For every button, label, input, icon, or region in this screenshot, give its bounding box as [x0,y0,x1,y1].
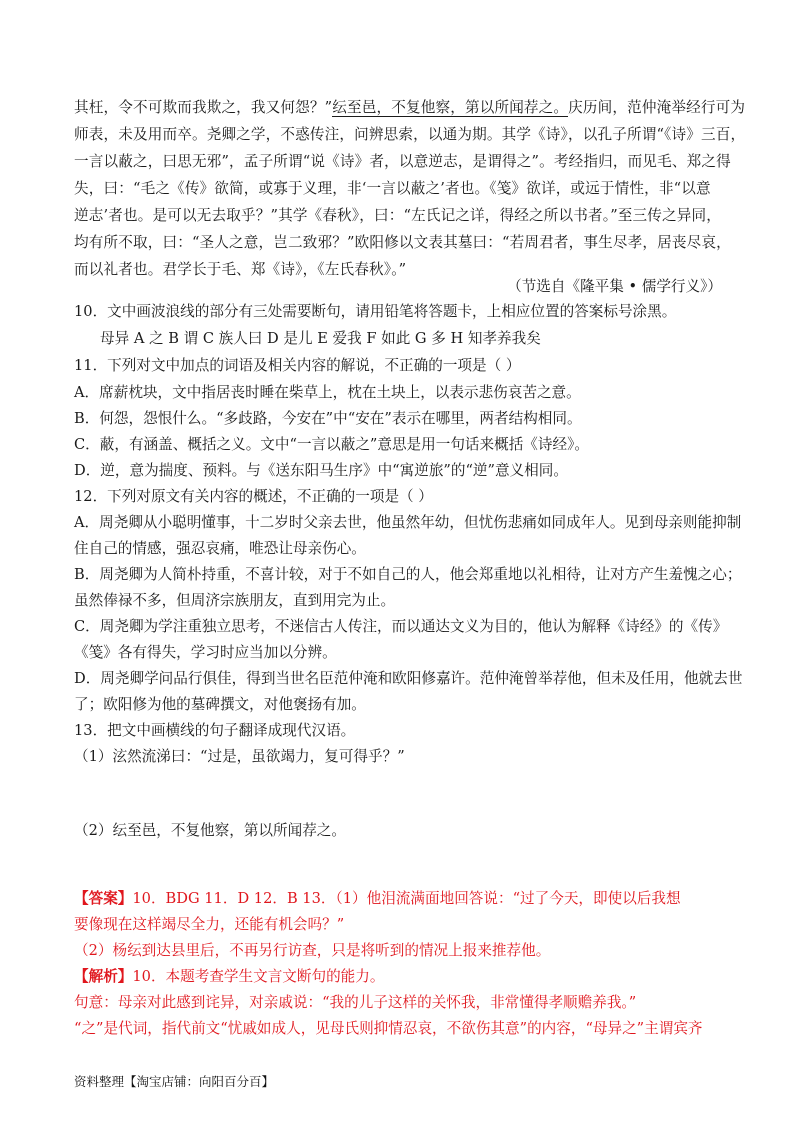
q13-stem: 13．把文中画横线的句子翻译成现代汉语。 [74,722,356,739]
underlined-sentence: 纭至邑，不复他察，第以所闻荐之。 [332,99,569,116]
passage-line-4: 失，曰：“毛之《传》欲简，或寡于义理，非‘一言以蔽之’者也。《笺》欲详，或远于情性，非“以意 [74,180,711,197]
analysis-line-1 [74,967,384,987]
q12-stem: 12．下列对原文有关内容的概述，不正确的一项是（ ） [74,488,433,505]
q12-option-b-cont: 虽然俸禄不多，但周济宗族朋友，直到用完为止。 [74,592,396,609]
analysis-tag: 【解析】 [74,968,133,985]
footer-text: 资料整理【淘宝店铺：向阳百分百】 [74,1074,275,1089]
q13-item-2: （2）纭至邑，不复他察，第以所闻荐之。 [74,822,346,839]
q12-option-a-cont: 住自己的情感，强忍哀痛，唯恐让母亲伤心。 [74,540,366,557]
passage-line-1 [74,98,745,118]
analysis-line-2: 句意：母亲对此感到诧异，对亲戚说：“我的儿子这样的关怀我，非常懂得孝顺赡养我。” [74,994,637,1011]
passage-line-5: 逆志’者也。是可以无去取乎？”其学《春秋》，曰：“左氏记之详，得经之所以书者。”至三传之异同， [74,207,722,224]
analysis-text-1: 10．本题考查学生文言文断句的能力。 [132,968,385,985]
q11-option-b: B．何怨，怨恨什么。“多歧路，今安在”中“安在”表示在哪里，两者结构相同。 [74,410,582,427]
source-citation: （节选自《隆平集 • 儒学行义》） [507,278,722,295]
q12-option-d: D．周尧卿学问品行俱佳，得到当世名臣范仲淹和欧阳修嘉许。范仲淹曾举荐他，但未及任用，他就去世 [74,670,743,687]
passage-line-2: 师表，未及用而卒。尧卿之学，不惑传注，问辨思索，以通为期。其学《诗》，以孔子所谓“《诗》三百， [74,126,746,143]
q12-option-c: C．周尧卿为学注重独立思考，不迷信古人传注，而以通达文义为目的，他认为解释《诗经》的《传》 [74,618,728,635]
q12-option-a: A．周尧卿从小聪明懂事，十二岁时父亲去世，他虽然年幼，但忧伤悲痛如同成年人。见到母亲则能抑制 [74,514,742,531]
passage-line-3: 一言以蔽之，曰思无邪”，孟子所谓“说《诗》者，以意逆志，是谓得之”。考经指归，而见毛、郑之得 [74,153,731,170]
q10-stem: 10．文中画波浪线的部分有三处需要断句，请用铅笔将答题卡，上相应位置的答案标号涂黑。 [74,303,677,320]
answer-line-2: 要像现在这样竭尽全力，还能有机会吗？” [74,916,345,933]
answer-text-1: 10．BDG 11．D 12．B 13．（1）他泪流满面地回答说：“过了今天，即使以后我想 [132,890,681,907]
answer-line-1 [74,889,681,909]
answer-tag: 【答案】 [74,890,133,907]
analysis-line-3: “之”是代词，指代前文“忧戚如成人，见母氏则抑情忍哀，不欲伤其意”的内容，“母异之”主谓宾齐 [74,1020,703,1037]
q13-item-1: （1）泫然流涕曰：“过是，虽欲竭力，复可得乎？” [74,748,405,765]
passage-line-7: 而以礼者也。君学长于毛、郑《诗》，《左氏春秋》。” [74,261,407,278]
q11-option-a: A．席薪枕块，文中指居丧时睡在柴草上，枕在土块上，以表示悲伤哀苦之意。 [74,384,581,401]
q11-option-c: C．蔽，有涵盖、概括之义。文中“一言以蔽之”意思是用一句话来概括《诗经》。 [74,436,589,453]
q12-option-c-cont: 《笺》各有得失，学习时应当加以分辨。 [74,644,337,661]
q10-sentence: 母异 A 之 B 谓 C 族人曰 D 是儿 E 爱我 F 如此 G 多 H 知孝养我矣 [100,330,541,347]
passage-line-6: 均有所不取，曰：“圣人之意，岂二致邪？”欧阳修以文表其墓曰：“若周君者，事生尽孝，居丧尽哀， [74,234,731,251]
q11-option-d: D．逆，意为揣度、预料。与《送东阳马生序》中“寓逆旅”的“逆”意义相同。 [74,462,568,479]
q11-stem: 11．下列对文中加点的词语及相关内容的解说，不正确的一项是（ ） [74,357,521,374]
passage-line-1-post: 庆历间，范仲淹举经行可为 [568,99,746,116]
passage-line-1-pre: 其枉，令不可欺而我欺之，我又何怨？” [74,99,333,116]
answer-line-3: （2）杨纭到达县里后，不再另行访查，只是将听到的情况上报来推荐他。 [74,942,551,959]
q12-option-d-cont: 了；欧阳修为他的墓碑撰文，对他褒扬有加。 [74,696,366,713]
q12-option-b: B．周尧卿为人简朴持重，不喜计较，对于不如自己的人，他会郑重地以礼相待，让对方产生羞愧之心； [74,566,742,583]
